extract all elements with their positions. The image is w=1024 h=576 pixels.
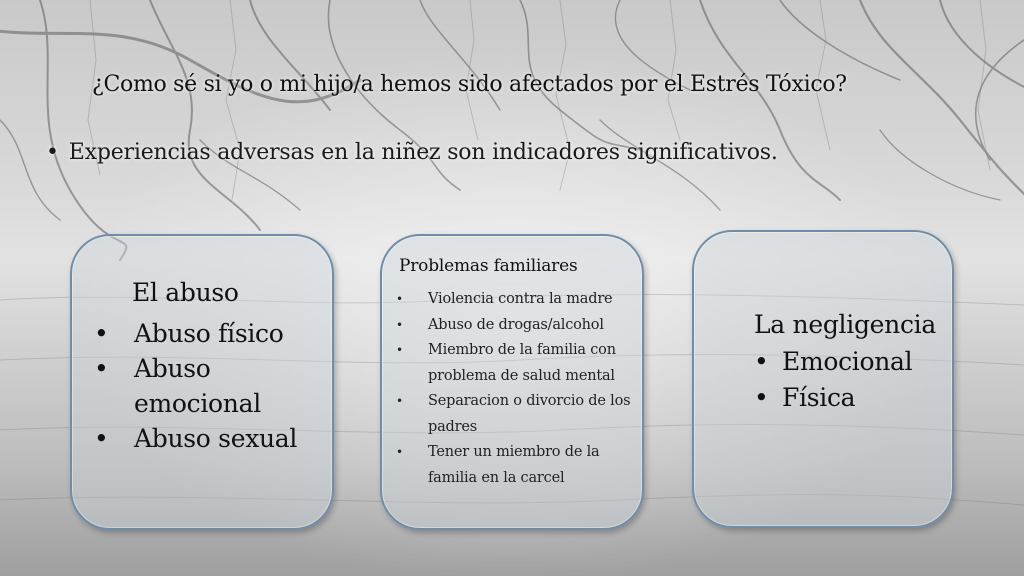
slide-title: ¿Como sé si yo o mi hijo/a hemos sido afectados por el Estrés Tóxico? <box>92 72 847 97</box>
bullet-glyph: • <box>396 292 403 306</box>
subtitle-bullet-line <box>46 140 778 165</box>
bullet-glyph: • <box>396 317 403 332</box>
bullet-glyph: • <box>94 319 109 348</box>
list-item-text: Abuso sexual <box>134 424 298 453</box>
list-item <box>94 351 304 421</box>
bullet-glyph: • <box>754 383 769 412</box>
list-item-text: Física <box>782 383 856 412</box>
subtitle-text: Experiencias adversas en la niñez son indicadores significativos. <box>68 140 778 165</box>
bullet-glyph: • <box>396 343 403 357</box>
bullet-glyph: • <box>94 354 109 383</box>
panel-abuse-list <box>94 316 304 456</box>
list-item <box>754 344 912 380</box>
list-item <box>396 389 648 440</box>
list-item-text: Abuso físico <box>134 319 284 348</box>
bullet-glyph: • <box>46 140 59 165</box>
panel-abuse-heading: El abuso <box>132 278 239 307</box>
list-item <box>94 421 304 456</box>
panel-family-problems <box>380 234 644 530</box>
list-item <box>94 316 304 351</box>
list-item-text: Emocional <box>782 347 913 376</box>
list-item <box>396 338 648 389</box>
panel-neglect-list <box>754 344 912 416</box>
list-item-text: Abuso de drogas/alcohol <box>428 316 604 333</box>
bullet-glyph: • <box>396 394 403 408</box>
list-item <box>396 313 648 339</box>
bullet-glyph: • <box>754 347 769 376</box>
bullet-glyph: • <box>396 445 403 459</box>
list-item-text: Separacion o divorcio de los padres <box>428 393 631 435</box>
panel-neglect-heading: La negligencia <box>754 310 936 339</box>
list-item-text: Abuso emocional <box>134 354 261 418</box>
list-item <box>396 440 648 491</box>
list-item-text: Violencia contra la madre <box>428 291 613 307</box>
bullet-glyph: • <box>94 424 109 453</box>
list-item <box>754 380 912 416</box>
list-item <box>396 287 648 313</box>
list-item-text: Miembro de la familia con problema de salud mental <box>428 342 616 384</box>
list-item-text: Tener un miembro de la familia en la carcel <box>428 444 600 486</box>
panel-abuse <box>70 234 334 530</box>
panel-neglect <box>692 230 954 528</box>
panel-family-problems-list <box>396 287 648 491</box>
panel-family-problems-heading: Problemas familiares <box>399 256 578 276</box>
